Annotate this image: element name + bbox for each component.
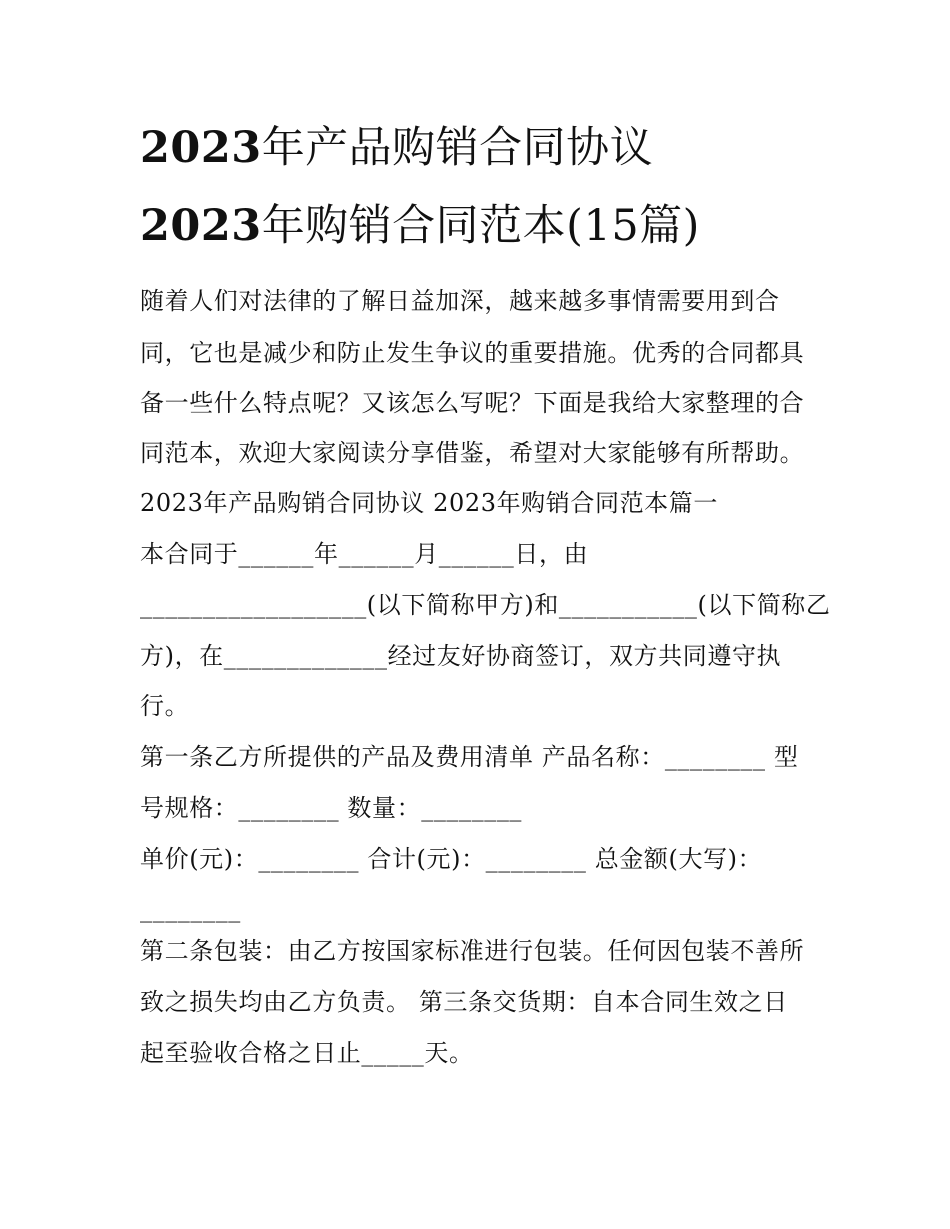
body-line: 致之损失均由乙方负责。 第三条交货期：自本合同生效之日 xyxy=(140,988,788,1016)
body-line: 方)，在_____________经过友好协商签订，双方共同遵守执 xyxy=(140,642,782,670)
body-line: 单价(元)：________ 合计(元)：________ 总金额(大写)： xyxy=(140,845,763,873)
title-text: 年购销合同范本(15篇) xyxy=(261,201,700,251)
title-year: 2023 xyxy=(140,123,262,173)
body-line: 2023年产品购销合同协议 2023年购销合同范本篇一 xyxy=(140,489,718,517)
body-line: 号规格：________ 数量：________ xyxy=(140,794,523,822)
body-line: 同范本，欢迎大家阅读分享借鉴，希望对大家能够有所帮助。 xyxy=(140,439,805,467)
title-text: 年产品购销合同协议 xyxy=(261,123,654,173)
body-line: __________________(以下简称甲方)和___________(以下简称乙 xyxy=(140,591,831,619)
body-line: 随着人们对法律的了解日益加深，越来越多事情需要用到合 xyxy=(140,287,780,315)
body-line: ________ xyxy=(140,895,241,923)
document-title-line-1 xyxy=(140,120,840,176)
body-line: 第二条包装：由乙方按国家标准进行包装。任何因包装不善所 xyxy=(140,937,805,965)
body-line: 本合同于______年______月______日，由 xyxy=(140,540,589,568)
body-line: 行。 xyxy=(140,692,190,720)
body-line: 起至验收合格之日止_____天。 xyxy=(140,1039,474,1067)
body-line: 第一条乙方所提供的产品及费用清单 产品名称：________ 型 xyxy=(140,743,799,771)
title-year: 2023 xyxy=(140,201,262,251)
body-line: 同，它也是减少和防止发生争议的重要措施。优秀的合同都具 xyxy=(140,339,805,367)
body-line: 备一些什么特点呢？又该怎么写呢？下面是我给大家整理的合 xyxy=(140,389,805,417)
document-title-line-2 xyxy=(140,198,840,254)
